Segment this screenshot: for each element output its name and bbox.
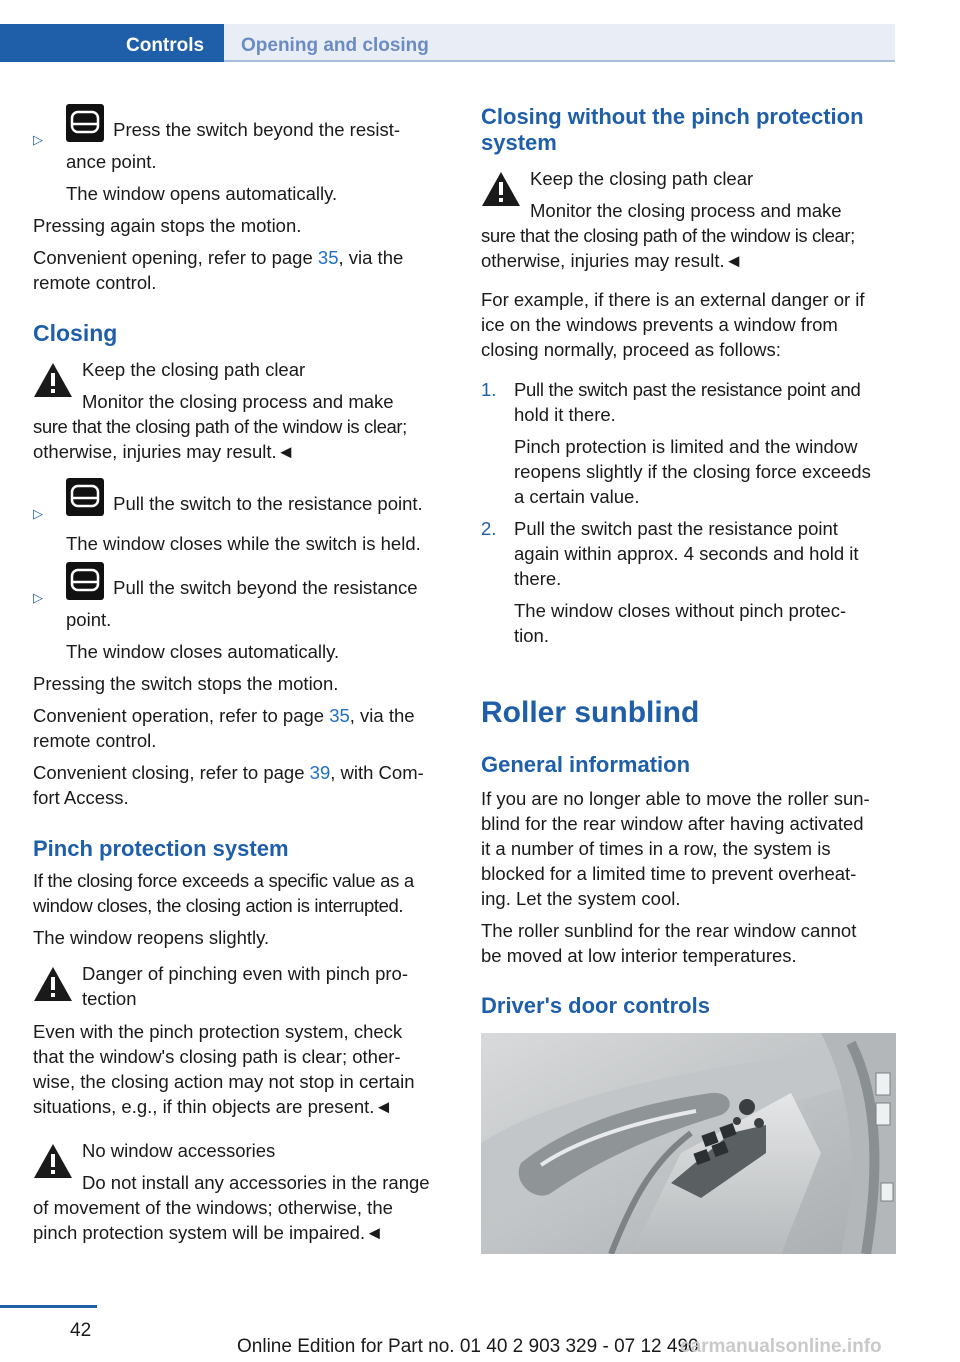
paragraph: it a number of times in a row, the system is — [481, 838, 831, 859]
paragraph: ice on the windows prevents a window from — [481, 314, 838, 335]
warning-text: Even with the pinch protection system, check — [33, 1021, 403, 1042]
section-heading-no-pinch-cont: system — [481, 130, 557, 155]
chapter-label: Opening and closing — [241, 35, 429, 56]
window-switch-icon — [66, 478, 104, 516]
text: Convenient opening, refer to page — [33, 247, 318, 268]
step-number: 1. — [481, 379, 497, 400]
step-sub: tion. — [514, 625, 549, 646]
warning-title: Keep the closing path clear — [82, 359, 306, 380]
warning-icon — [33, 966, 73, 1002]
paragraph: ing. Let the system cool. — [481, 888, 681, 909]
warning-text: of movement of the windows; otherwise, the — [33, 1197, 393, 1218]
warning-text: situations, e.g., if thin objects are present.◄ — [33, 1096, 393, 1117]
bullet-result: The window closes automatically. — [66, 641, 340, 662]
warning-title: No window accessories — [82, 1140, 276, 1161]
section-tab — [0, 24, 224, 62]
bullet-triangle-icon: ▷ — [33, 506, 43, 521]
step-text: hold it there. — [514, 404, 616, 425]
warning-icon — [33, 1143, 73, 1179]
paragraph: blocked for a limited time to prevent overheat- — [481, 863, 857, 884]
warning-text: pinch protection system will be impaired.◄ — [33, 1222, 384, 1243]
step-number: 2. — [481, 518, 497, 539]
bullet-text-cont: point. — [66, 609, 112, 630]
warning-text: Monitor the closing process and make — [530, 200, 842, 221]
chapter-tab — [224, 24, 895, 62]
watermark: carmanualsonline.info — [680, 1336, 882, 1357]
page-header — [0, 0, 960, 62]
chapter-heading-roller-sunblind: Roller sunblind — [481, 696, 700, 729]
paragraph: blind for the rear window after having activated — [481, 813, 864, 834]
header-divider — [224, 60, 895, 62]
section-heading-driver-door: Driver's door controls — [481, 993, 710, 1018]
section-heading-general: General information — [481, 752, 691, 777]
warning-icon — [481, 171, 521, 207]
paragraph: closing normally, proceed as follows: — [481, 339, 781, 360]
warning-text: Do not install any accessories in the range — [82, 1172, 430, 1193]
paragraph: be moved at low interior temperatures. — [481, 945, 797, 966]
paragraph: The roller sunblind for the rear window cannot — [481, 920, 857, 941]
warning-text: sure that the closing path of the window is clear; — [33, 416, 407, 437]
window-switch-icon — [66, 104, 104, 142]
paragraph — [33, 245, 403, 270]
paragraph: The window reopens slightly. — [33, 927, 270, 948]
bullet-item — [66, 478, 456, 516]
step-sub: The window closes without pinch protec- — [514, 600, 847, 621]
warning-text: otherwise, injuries may result.◄ — [481, 250, 743, 271]
warning-text: Monitor the closing process and make — [82, 391, 394, 412]
paragraph — [33, 703, 415, 728]
step-sub: a certain value. — [514, 486, 640, 507]
footer-divider — [0, 1305, 97, 1308]
bullet-text: Pull the switch to the resistance point. — [108, 493, 423, 514]
bullet-result: The window opens automatically. — [66, 183, 338, 204]
text: , via the — [349, 705, 415, 726]
section-heading-no-pinch: Closing without the pinch protection — [481, 104, 864, 129]
step-text: there. — [514, 568, 562, 589]
bullet-text-cont: ance point. — [66, 151, 157, 172]
step-sub: Pinch protection is limited and the window — [514, 436, 858, 457]
step-text: Pull the switch past the resistance point — [514, 518, 838, 539]
warning-text: otherwise, injuries may result.◄ — [33, 441, 295, 462]
paragraph: Pressing the switch stops the motion. — [33, 673, 339, 694]
text: , with Com- — [330, 762, 424, 783]
page-number: 42 — [70, 1320, 92, 1341]
paragraph: If the closing force exceeds a specific value as a — [33, 870, 414, 891]
paragraph: window closes, the closing action is interrupted. — [33, 895, 404, 916]
bullet-result: The window closes while the switch is held. — [66, 533, 421, 554]
edition-text: Online Edition for Part no. 01 40 2 903 329 - 07 12 490 — [237, 1336, 699, 1357]
section-heading-closing: Closing — [33, 320, 118, 346]
bullet-item — [66, 104, 456, 142]
paragraph — [33, 760, 424, 785]
page-link[interactable]: 35 — [329, 705, 350, 726]
bullet-triangle-icon: ▷ — [33, 590, 43, 605]
warning-icon — [33, 362, 73, 398]
warning-title: Keep the closing path clear — [530, 168, 754, 189]
section-heading-pinch: Pinch protection system — [33, 836, 289, 861]
step-sub: reopens slightly if the closing force exceeds — [514, 461, 871, 482]
text: , via the — [338, 247, 404, 268]
paragraph: If you are no longer able to move the roller sun- — [481, 788, 870, 809]
paragraph: remote control. — [33, 272, 157, 293]
step-text: Pull the switch past the resistance point and — [514, 379, 861, 400]
bullet-triangle-icon: ▷ — [33, 132, 43, 147]
window-switch-icon — [66, 562, 104, 600]
paragraph: For example, if there is an external danger or if — [481, 289, 865, 310]
bullet-item — [66, 562, 456, 600]
text: Convenient closing, refer to page — [33, 762, 310, 783]
bullet-text: Pull the switch beyond the resistance — [108, 577, 418, 598]
bullet-text: Press the switch beyond the resist- — [108, 119, 401, 140]
section-label: Controls — [126, 35, 205, 56]
page-link[interactable]: 35 — [317, 247, 339, 268]
door-controls-image — [481, 1033, 896, 1254]
warning-title: tection — [82, 988, 137, 1009]
warning-text: that the window's closing path is clear; other- — [33, 1046, 401, 1067]
paragraph: remote control. — [33, 730, 157, 751]
text: Convenient operation, refer to page — [33, 705, 330, 726]
page-link[interactable]: 39 — [309, 762, 331, 783]
warning-text: sure that the closing path of the window is clear; — [481, 225, 855, 246]
paragraph: Pressing again stops the motion. — [33, 215, 302, 236]
warning-text: wise, the closing action may not stop in certain — [33, 1071, 415, 1092]
step-text: again within approx. 4 seconds and hold it — [514, 543, 859, 564]
paragraph: fort Access. — [33, 787, 129, 808]
warning-title: Danger of pinching even with pinch pro- — [82, 963, 408, 984]
